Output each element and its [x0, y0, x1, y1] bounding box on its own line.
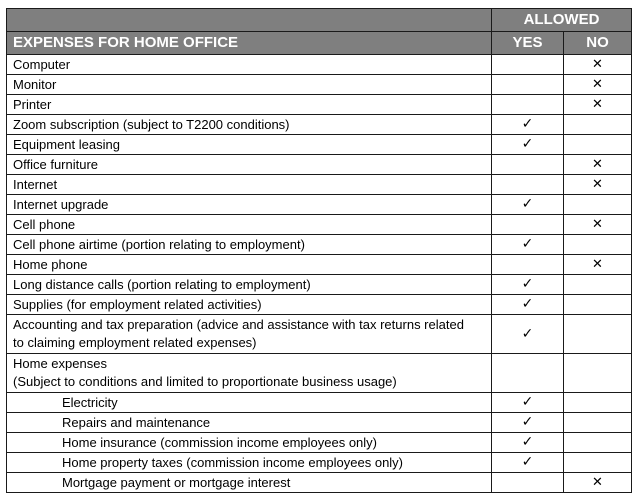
no-cell: [564, 275, 632, 295]
section-note: (Subject to conditions and limited to proportionate business usage): [13, 374, 397, 389]
no-cell: [564, 195, 632, 215]
expense-label-two-line: [7, 315, 492, 354]
expense-label: Long distance calls (portion relating to employment): [7, 275, 492, 295]
expense-label: Home property taxes (commission income employees only): [7, 453, 492, 473]
expense-label-line1: Accounting and tax preparation (advice and assistance with tax returns related: [13, 317, 464, 332]
no-cell: [564, 235, 632, 255]
yes-cell: [492, 215, 564, 235]
header-blank-cell: [7, 9, 492, 32]
table-row: [7, 413, 632, 433]
no-cell-cross-icon: ✕: [564, 255, 632, 275]
table-row: [7, 75, 632, 95]
table-row: [7, 55, 632, 75]
expense-label: Internet: [7, 175, 492, 195]
expense-label: Supplies (for employment related activities): [7, 295, 492, 315]
expense-label: Computer: [7, 55, 492, 75]
expense-label: Home insurance (commission income employees only): [7, 433, 492, 453]
no-cell: [564, 135, 632, 155]
table-row: [7, 235, 632, 255]
yes-cell-check-icon: ✓: [492, 393, 564, 413]
no-column-header: NO: [564, 32, 632, 55]
no-cell: [564, 453, 632, 473]
yes-cell-check-icon: ✓: [492, 195, 564, 215]
yes-cell-check-icon: ✓: [492, 433, 564, 453]
table-row: [7, 155, 632, 175]
header-row-columns: [7, 32, 632, 55]
table-row: [7, 275, 632, 295]
yes-cell-check-icon: ✓: [492, 295, 564, 315]
no-cell: [564, 115, 632, 135]
no-cell: [564, 413, 632, 433]
expense-label: Cell phone: [7, 215, 492, 235]
expense-label: Home phone: [7, 255, 492, 275]
yes-cell: [492, 95, 564, 115]
table-row: [7, 95, 632, 115]
table-row: [7, 215, 632, 235]
yes-cell: [492, 354, 564, 393]
table-row: [7, 453, 632, 473]
no-cell-cross-icon: ✕: [564, 95, 632, 115]
expense-label: Electricity: [7, 393, 492, 413]
allowed-header: ALLOWED: [492, 9, 632, 32]
table-row: [7, 354, 632, 393]
table-title: EXPENSES FOR HOME OFFICE: [7, 32, 492, 55]
yes-cell-check-icon: ✓: [492, 135, 564, 155]
section-title: Home expenses: [13, 356, 107, 371]
expense-label: Internet upgrade: [7, 195, 492, 215]
no-cell-cross-icon: ✕: [564, 215, 632, 235]
expense-label: Repairs and maintenance: [7, 413, 492, 433]
yes-cell-check-icon: ✓: [492, 115, 564, 135]
no-cell-cross-icon: ✕: [564, 175, 632, 195]
expense-label: Equipment leasing: [7, 135, 492, 155]
expense-label: Office furniture: [7, 155, 492, 175]
home-office-expenses-table: [6, 8, 632, 493]
yes-cell: [492, 75, 564, 95]
yes-cell: [492, 155, 564, 175]
expense-section-label: [7, 354, 492, 393]
no-cell-cross-icon: ✕: [564, 75, 632, 95]
expense-label: Mortgage payment or mortgage interest: [7, 473, 492, 493]
table-row: [7, 135, 632, 155]
expense-label: Monitor: [7, 75, 492, 95]
no-cell: [564, 295, 632, 315]
expense-label: Cell phone airtime (portion relating to employment): [7, 235, 492, 255]
yes-column-header: YES: [492, 32, 564, 55]
yes-cell-check-icon: ✓: [492, 315, 564, 354]
yes-cell: [492, 473, 564, 493]
yes-cell-check-icon: ✓: [492, 275, 564, 295]
expense-label-line2: to claiming employment related expenses): [13, 335, 257, 350]
table-row: [7, 175, 632, 195]
yes-cell: [492, 55, 564, 75]
table-row: [7, 473, 632, 493]
no-cell: [564, 393, 632, 413]
no-cell: [564, 354, 632, 393]
table-row: [7, 315, 632, 354]
table-row: [7, 255, 632, 275]
yes-cell-check-icon: ✓: [492, 453, 564, 473]
yes-cell: [492, 175, 564, 195]
header-row-allowed: [7, 9, 632, 32]
expense-label: Zoom subscription (subject to T2200 conditions): [7, 115, 492, 135]
no-cell-cross-icon: ✕: [564, 55, 632, 75]
no-cell: [564, 315, 632, 354]
no-cell: [564, 433, 632, 453]
yes-cell: [492, 255, 564, 275]
table-row: [7, 295, 632, 315]
no-cell-cross-icon: ✕: [564, 155, 632, 175]
table-row: [7, 195, 632, 215]
expense-label: Printer: [7, 95, 492, 115]
yes-cell-check-icon: ✓: [492, 413, 564, 433]
yes-cell-check-icon: ✓: [492, 235, 564, 255]
table-row: [7, 393, 632, 413]
no-cell-cross-icon: ✕: [564, 473, 632, 493]
table-row: [7, 433, 632, 453]
table-row: [7, 115, 632, 135]
